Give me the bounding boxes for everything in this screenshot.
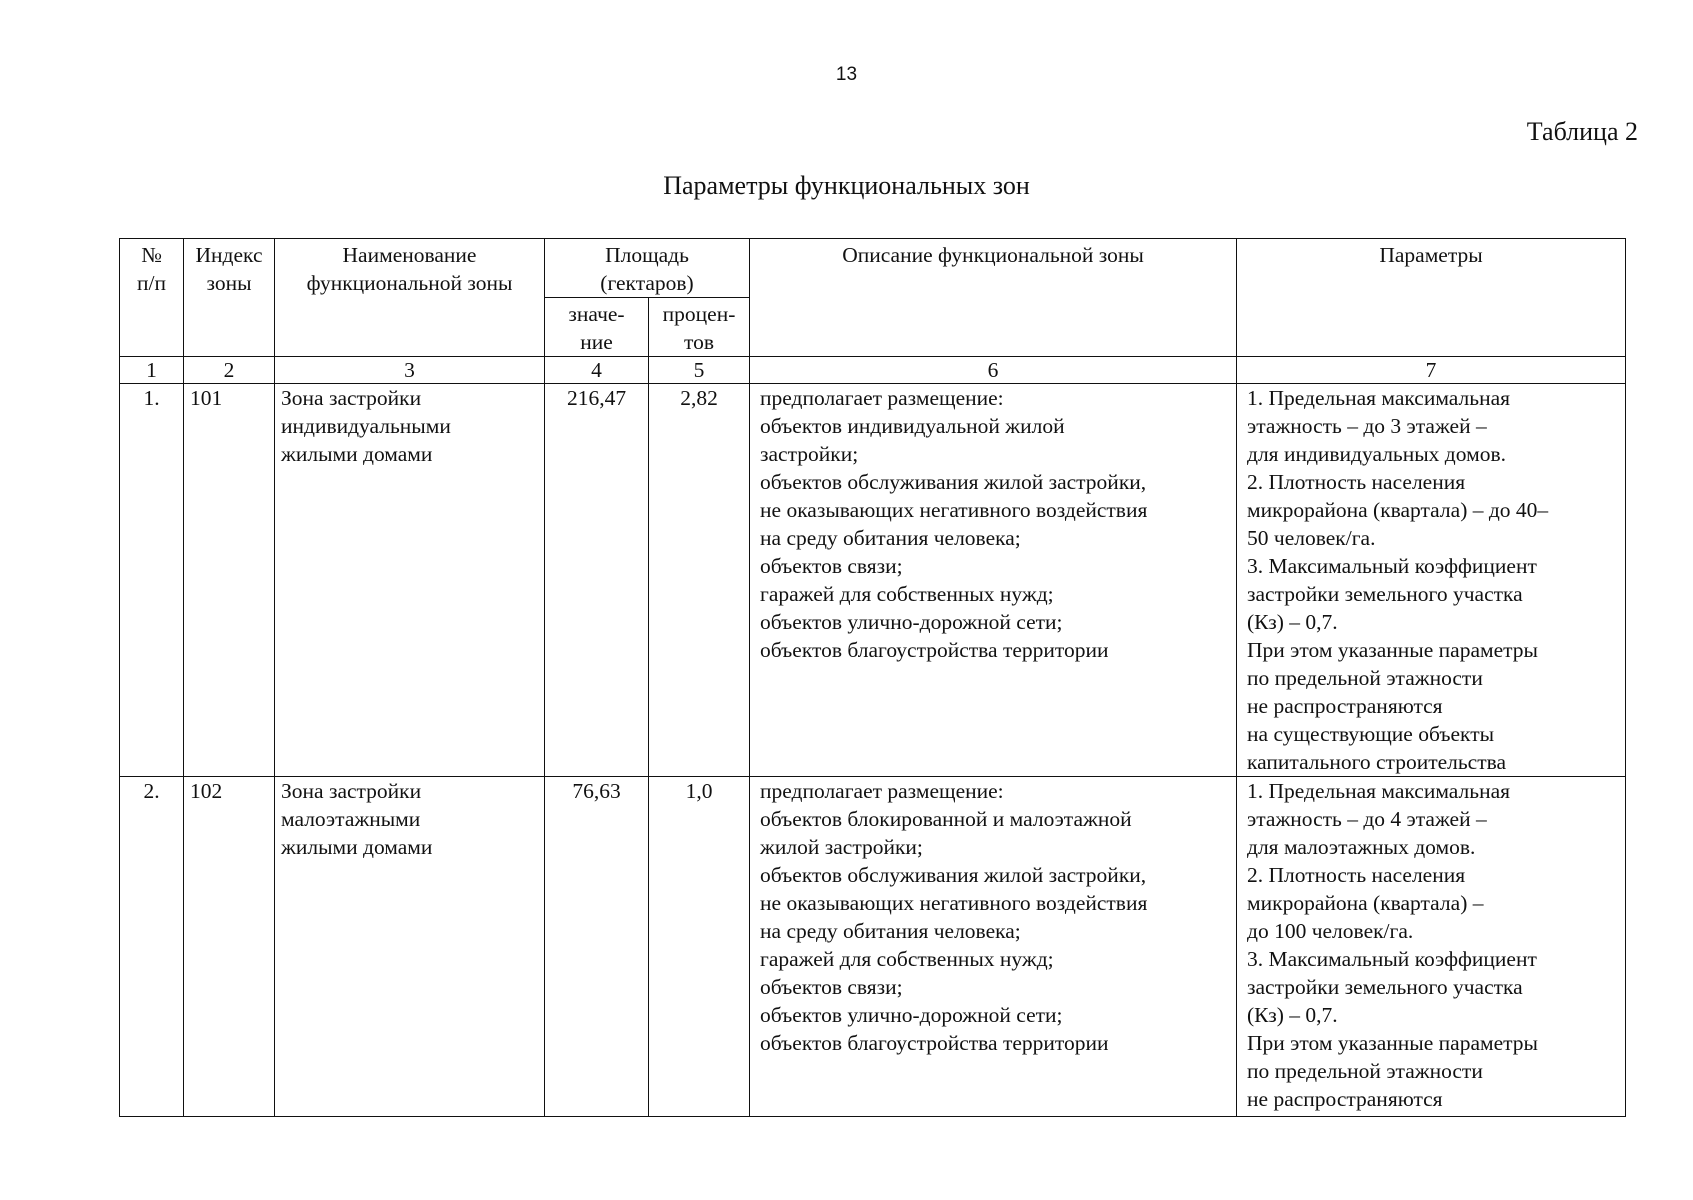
row-description: предполагает размещение: объектов индивидуальной жилой застройки; объектов обслуживания жилой застройки, не оказывающих негативного воздействия на среду обитания человека; объектов связи; гаражей для собственных нужд; объектов улично-дорожной сети; объектов благоустройства территории [750,384,1237,777]
column-number: 5 [649,357,750,384]
header-area-percent: процен- тов [649,298,750,357]
header-parameters: Параметры [1237,239,1626,357]
row-index: 102 [184,777,275,1117]
row-area-percent: 2,82 [649,384,750,777]
header-num: № п/п [120,239,184,357]
header-description: Описание функциональной зоны [750,239,1237,357]
row-num: 2. [120,777,184,1117]
row-area-value: 76,63 [545,777,649,1117]
column-number: 6 [750,357,1237,384]
table-row [120,384,1626,777]
table-row [120,777,1626,1117]
column-number: 2 [184,357,275,384]
row-area-percent: 1,0 [649,777,750,1117]
column-numbers-row [120,357,1626,384]
header-area: Площадь (гектаров) [545,239,750,298]
row-parameters: 1. Предельная максимальная этажность – до 4 этажей – для малоэтажных домов. 2. Плотность населения микрорайона (квартала) – до 100 человек/га. 3. Максимальный коэффициент застройки земельного участка (Кз) – 0,7. При этом указанные параметры по предельной этажности не распространяются [1237,777,1626,1117]
header-name: Наименование функциональной зоны [275,239,545,357]
column-number: 1 [120,357,184,384]
row-index: 101 [184,384,275,777]
header-index: Индекс зоны [184,239,275,357]
row-area-value: 216,47 [545,384,649,777]
table-title: Параметры функциональных зон [663,171,1030,200]
row-name: Зона застройки малоэтажными жилыми домами [275,777,545,1117]
header-row [120,239,1626,298]
zones-table [119,238,1626,1117]
page-number: 13 [835,64,858,85]
column-number: 3 [275,357,545,384]
row-name: Зона застройки индивидуальными жилыми домами [275,384,545,777]
column-number: 4 [545,357,649,384]
row-num: 1. [120,384,184,777]
row-parameters: 1. Предельная максимальная этажность – до 3 этажей – для индивидуальных домов. 2. Плотность населения микрорайона (квартала) – до 40– 50 человек/га. 3. Максимальный коэффициент застройки земельного участка (Кз) – 0,7. При этом указанные параметры по предельной этажности не распространяются на существующие объекты капитального строительства [1237,384,1626,777]
column-number: 7 [1237,357,1626,384]
table-label: Таблица 2 [1526,117,1638,146]
row-description: предполагает размещение: объектов блокированной и малоэтажной жилой застройки; объектов обслуживания жилой застройки, не оказывающих негативного воздействия на среду обитания человека; гаражей для собственных нужд; объектов связи; объектов улично-дорожной сети; объектов благоустройства территории [750,777,1237,1117]
header-area-value: значе- ние [545,298,649,357]
